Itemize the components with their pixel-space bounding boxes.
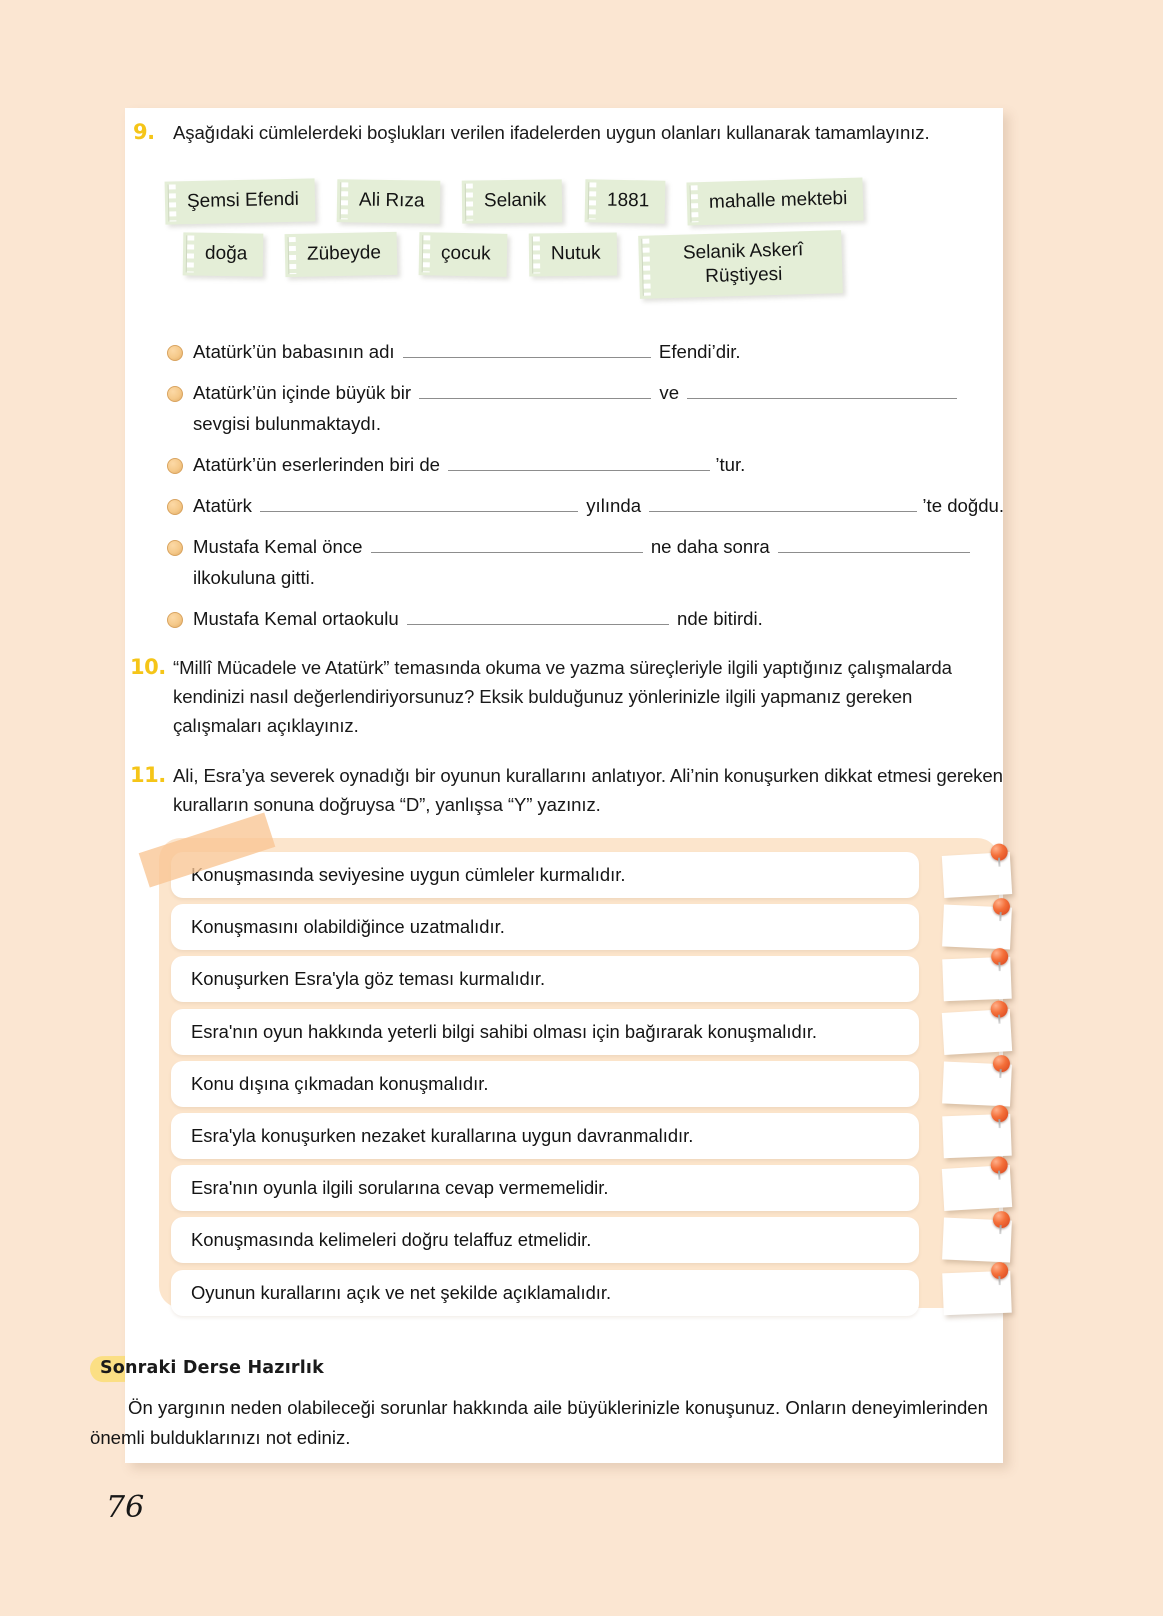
page-content-sheet — [125, 108, 1003, 1463]
next-lesson-paragraph: Ön yargının neden olabileceği sorunlar hakkında aile büyüklerinizle konuşunuz. Onların deneyimlerinden önemli bulduklarınızı not ediniz. — [90, 1397, 988, 1448]
blank-text: Atatürk’ün babasının adı — [193, 341, 395, 362]
question-number-10: 10. — [130, 655, 166, 679]
statements-panel — [159, 838, 999, 1308]
blank-text: Mustafa Kemal ortaokulu — [193, 608, 399, 629]
pushpin-icon — [991, 1261, 1009, 1279]
word-chip[interactable]: mahalle mektebi — [686, 178, 863, 226]
statement-text: Konuşmasında seviyesine uygun cümleler kurmalıdır. — [171, 852, 919, 898]
answer-note-card[interactable] — [942, 1009, 1012, 1055]
answer-note-card[interactable] — [942, 1218, 1012, 1263]
word-chip[interactable]: doğa — [183, 232, 264, 276]
blank-line[interactable] — [419, 383, 651, 399]
pushpin-icon — [991, 1105, 1009, 1123]
blank-text: Atatürk’ün içinde büyük bir — [193, 382, 412, 403]
question-text-10: “Millî Mücadele ve Atatürk” temasında okuma ve yazma süreçleriyle ilgili yaptığınız çalışmalarda kendinizi nasıl değerlendiriyorsunuz? Eksik bulduğunuz yönlerinizle ilgili yapmanız gereken çalışmaları açıklayınız. — [173, 657, 952, 736]
blank-text: ne daha sonra — [650, 536, 770, 557]
blank-text: Atatürk — [193, 495, 252, 516]
word-chip[interactable]: Şemsi Efendi — [165, 178, 316, 224]
bullet-circle-icon — [167, 345, 183, 361]
blank-text: Mustafa Kemal önce — [193, 536, 363, 557]
bullet-circle-icon — [167, 499, 183, 515]
blank-line[interactable] — [407, 609, 669, 625]
answer-note-card[interactable] — [942, 852, 1012, 898]
statement-row — [159, 1270, 999, 1316]
answer-note-card[interactable] — [942, 1270, 1012, 1315]
next-lesson-badge: Sonraki Derse Hazırlık — [90, 1355, 338, 1383]
next-lesson-section — [90, 1355, 1050, 1453]
fill-in-blank-item — [165, 490, 1005, 521]
bullet-circle-icon — [167, 458, 183, 474]
blank-line[interactable] — [778, 537, 970, 553]
statement-row — [159, 1165, 999, 1211]
word-chip[interactable]: çocuk — [419, 232, 507, 277]
statement-text: Konuşurken Esra'yla göz teması kurmalıdır. — [171, 956, 919, 1002]
statement-text: Konu dışına çıkmadan konuşmalıdır. — [171, 1061, 919, 1107]
word-chip[interactable]: Zübeyde — [285, 232, 398, 277]
answer-note-card[interactable] — [942, 1165, 1012, 1211]
pushpin-icon — [991, 948, 1009, 966]
statement-row — [159, 1217, 999, 1263]
fill-in-blanks-list — [165, 336, 1005, 644]
word-bank-row-2 — [165, 233, 1005, 296]
answer-note-card[interactable] — [942, 957, 1012, 1002]
page-number: 76 — [106, 1490, 145, 1525]
statement-row — [159, 904, 999, 950]
bullet-circle-icon — [167, 612, 183, 628]
statement-row — [159, 1009, 999, 1055]
statement-row — [159, 956, 999, 1002]
statement-text: Oyunun kurallarını açık ve net şekilde açıklamalıdır. — [171, 1270, 919, 1316]
blank-line[interactable] — [687, 383, 957, 399]
pushpin-icon — [990, 1000, 1008, 1018]
blank-text: ve — [659, 382, 680, 403]
blank-text: yılında — [586, 495, 642, 516]
blank-line[interactable] — [448, 455, 710, 471]
fill-in-blank-item — [165, 531, 1005, 593]
fill-in-blank-item — [165, 377, 1005, 439]
blank-line[interactable] — [403, 342, 651, 358]
next-lesson-text — [90, 1393, 1010, 1453]
statement-text: Esra'yla konuşurken nezaket kurallarına uygun davranmalıdır. — [171, 1113, 919, 1159]
blank-line[interactable] — [649, 496, 917, 512]
blank-text: ’te doğdu. — [922, 495, 1005, 516]
answer-note-card[interactable] — [942, 1061, 1012, 1106]
word-bank — [165, 180, 1005, 306]
word-chip[interactable]: 1881 — [584, 179, 665, 224]
blank-text: ilkokuluna gitti. — [193, 567, 315, 588]
blank-text: ’tur. — [715, 454, 746, 475]
answer-note-card[interactable] — [942, 1114, 1012, 1159]
fill-in-blank-item — [165, 449, 1005, 480]
statement-row — [159, 1113, 999, 1159]
word-bank-row-1 — [165, 180, 1005, 223]
bullet-circle-icon — [167, 386, 183, 402]
statement-text: Esra'nın oyun hakkında yeterli bilgi sahibi olması için bağırarak konuşmalıdır. — [171, 1009, 919, 1055]
statement-text: Konuşmasında kelimeleri doğru telaffuz etmelidir. — [171, 1217, 919, 1263]
answer-note-card[interactable] — [942, 905, 1012, 950]
pushpin-icon — [993, 1054, 1011, 1072]
word-chip[interactable]: Ali Rıza — [337, 179, 441, 224]
blank-line[interactable] — [260, 496, 578, 512]
blank-text: Efendi’dir. — [658, 341, 741, 362]
blank-line[interactable] — [371, 537, 643, 553]
blank-text: sevgisi bulunmaktaydı. — [193, 413, 382, 434]
fill-in-blank-item — [165, 603, 1005, 634]
fill-in-blank-item — [165, 336, 1005, 367]
word-chip[interactable]: Selanik — [462, 179, 563, 223]
pushpin-icon — [990, 1156, 1008, 1174]
statement-text: Esra'nın oyunla ilgili sorularına cevap vermemelidir. — [171, 1165, 919, 1211]
word-chip[interactable]: Selanik Askerî Rüştiyesi — [638, 230, 843, 299]
statement-row — [159, 852, 999, 898]
question-text-11: Ali, Esra’ya severek oynadığı bir oyunun kurallarını anlatıyor. Ali’nin konuşurken dikkat etmesi gereken kuralların sonuna doğruysa “D”, yanlışsa “Y” yazınız. — [173, 765, 1003, 815]
pushpin-icon — [993, 898, 1011, 916]
question-text-9: Aşağıdaki cümlelerdeki boşlukları verilen ifadelerden uygun olanları kullanarak tamamlayınız. — [173, 122, 930, 143]
question-number-11: 11. — [130, 763, 166, 787]
bullet-circle-icon — [167, 540, 183, 556]
blank-text: nde bitirdi. — [677, 608, 763, 629]
question-number-9: 9. — [133, 120, 155, 144]
word-chip[interactable]: Nutuk — [529, 232, 617, 276]
pushpin-icon — [993, 1211, 1011, 1229]
statement-text: Konuşmasını olabildiğince uzatmalıdır. — [171, 904, 919, 950]
pushpin-icon — [990, 843, 1008, 861]
statement-row — [159, 1061, 999, 1107]
blank-text: Atatürk’ün eserlerinden biri de — [193, 454, 441, 475]
